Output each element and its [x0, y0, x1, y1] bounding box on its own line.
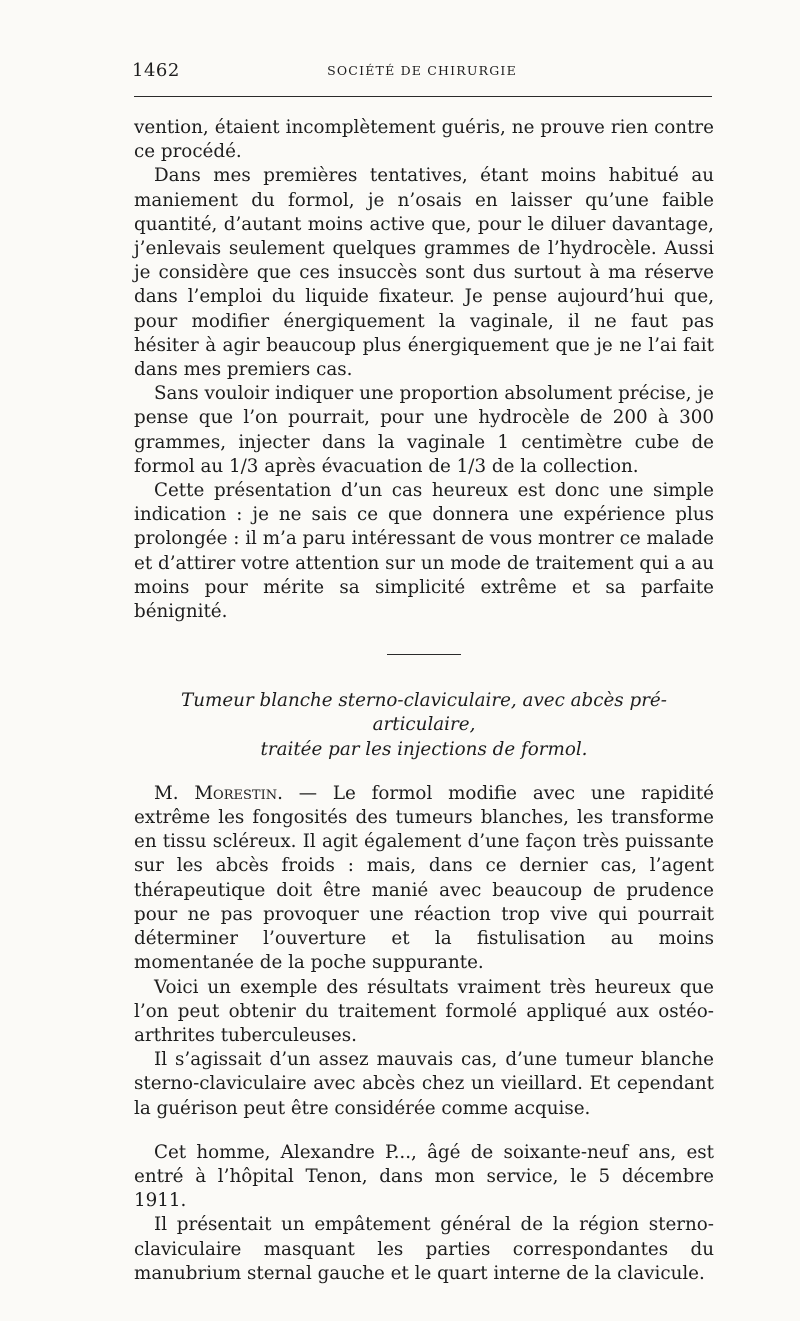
paragraph: Cet homme, Alexandre P..., âgé de soixante-neuf ans, est entré à l’hôpital Tenon, dans mon service, le 5 décembre 1911.: [134, 1141, 714, 1212]
section-title-line: Tumeur blanche sterno-claviculaire, avec abcès pré-articulaire,: [181, 690, 667, 736]
paragraph: [134, 782, 714, 976]
speaker-name: M. Morestin.: [154, 782, 283, 804]
paragraph-text: — Le formol modifie avec une rapidité extrême les fongosités des tumeurs blanches, les transforme en tissu scléreux. Il agit également d’une façon très puissante sur les abcès froids : mais, dans ce dernier cas, l’agent thérapeutique doit être manié avec beaucoup de prudence pour ne pas provoquer une réaction trop vive qui pourrait déterminer l’ouverture et la fistulisation au moins momentanée de la poche suppurante.: [134, 782, 714, 974]
page-header: [132, 60, 712, 84]
section-separator: [387, 654, 461, 655]
spacer: [134, 762, 714, 782]
paragraph: Cette présentation d’un cas heureux est donc une simple indication : je ne sais ce que donnera une expérience plus prolongée : il m’a paru intéressant de vous montrer ce malade et d’attirer votre attention sur un mode de traitement qui a au moins pour mérite sa simplicité extrême et sa parfaite bénignité.: [134, 480, 714, 623]
paragraph: vention, étaient incomplètement guéris, ne prouve rien contre ce procédé.: [134, 117, 714, 163]
paragraph: Sans vouloir indiquer une proportion absolument précise, je pense que l’on pourrait, pour une hydrocèle de 200 à 300 grammes, injecter dans la vaginale 1 centimètre cube de formol au 1/3 après évacuation de 1/3 de la collection.: [134, 383, 714, 477]
paragraph: Il s’agissait d’un assez mauvais cas, d’une tumeur blanche sterno-claviculaire avec abcès chez un vieillard. Et cependant la guérison peut être considérée comme acquise.: [134, 1049, 714, 1119]
header-rule: [134, 96, 712, 97]
paragraph: Dans mes premières tentatives, étant moins habitué au maniement du formol, je n’osais en laisser qu’une faible quantité, d’autant moins active que, pour le diluer davantage, j’enlevais seulement quelques grammes de l’hydrocèle. Aussi je considère que ces insuccès sont dus surtout à ma réserve dans l’emploi du liquide fixateur. Je pense aujourd’hui que, pour modifier énergiquement la vaginale, il ne faut pas hésiter à agir beaucoup plus énergiquement que je ne l’ai fait dans mes premiers cas.: [134, 165, 714, 381]
page-number: 1462: [132, 60, 180, 81]
running-title: SOCIÉTÉ DE CHIRURGIE: [327, 63, 517, 78]
page-body: [134, 116, 714, 1286]
paragraph: Il présentait un empâtement général de la région sterno-claviculaire masquant les parties correspondantes du manubrium sternal gauche et le quart interne de la clavicule.: [134, 1214, 714, 1284]
paragraph: Voici un exemple des résultats vraiment très heureux que l’on peut obtenir du traitement formolé appliqué aux ostéo-arthrites tuberculeuses.: [134, 976, 714, 1046]
section-title: [134, 689, 714, 762]
spacer: [134, 1121, 714, 1141]
section-title-line: traitée par les injections de formol.: [260, 738, 588, 760]
